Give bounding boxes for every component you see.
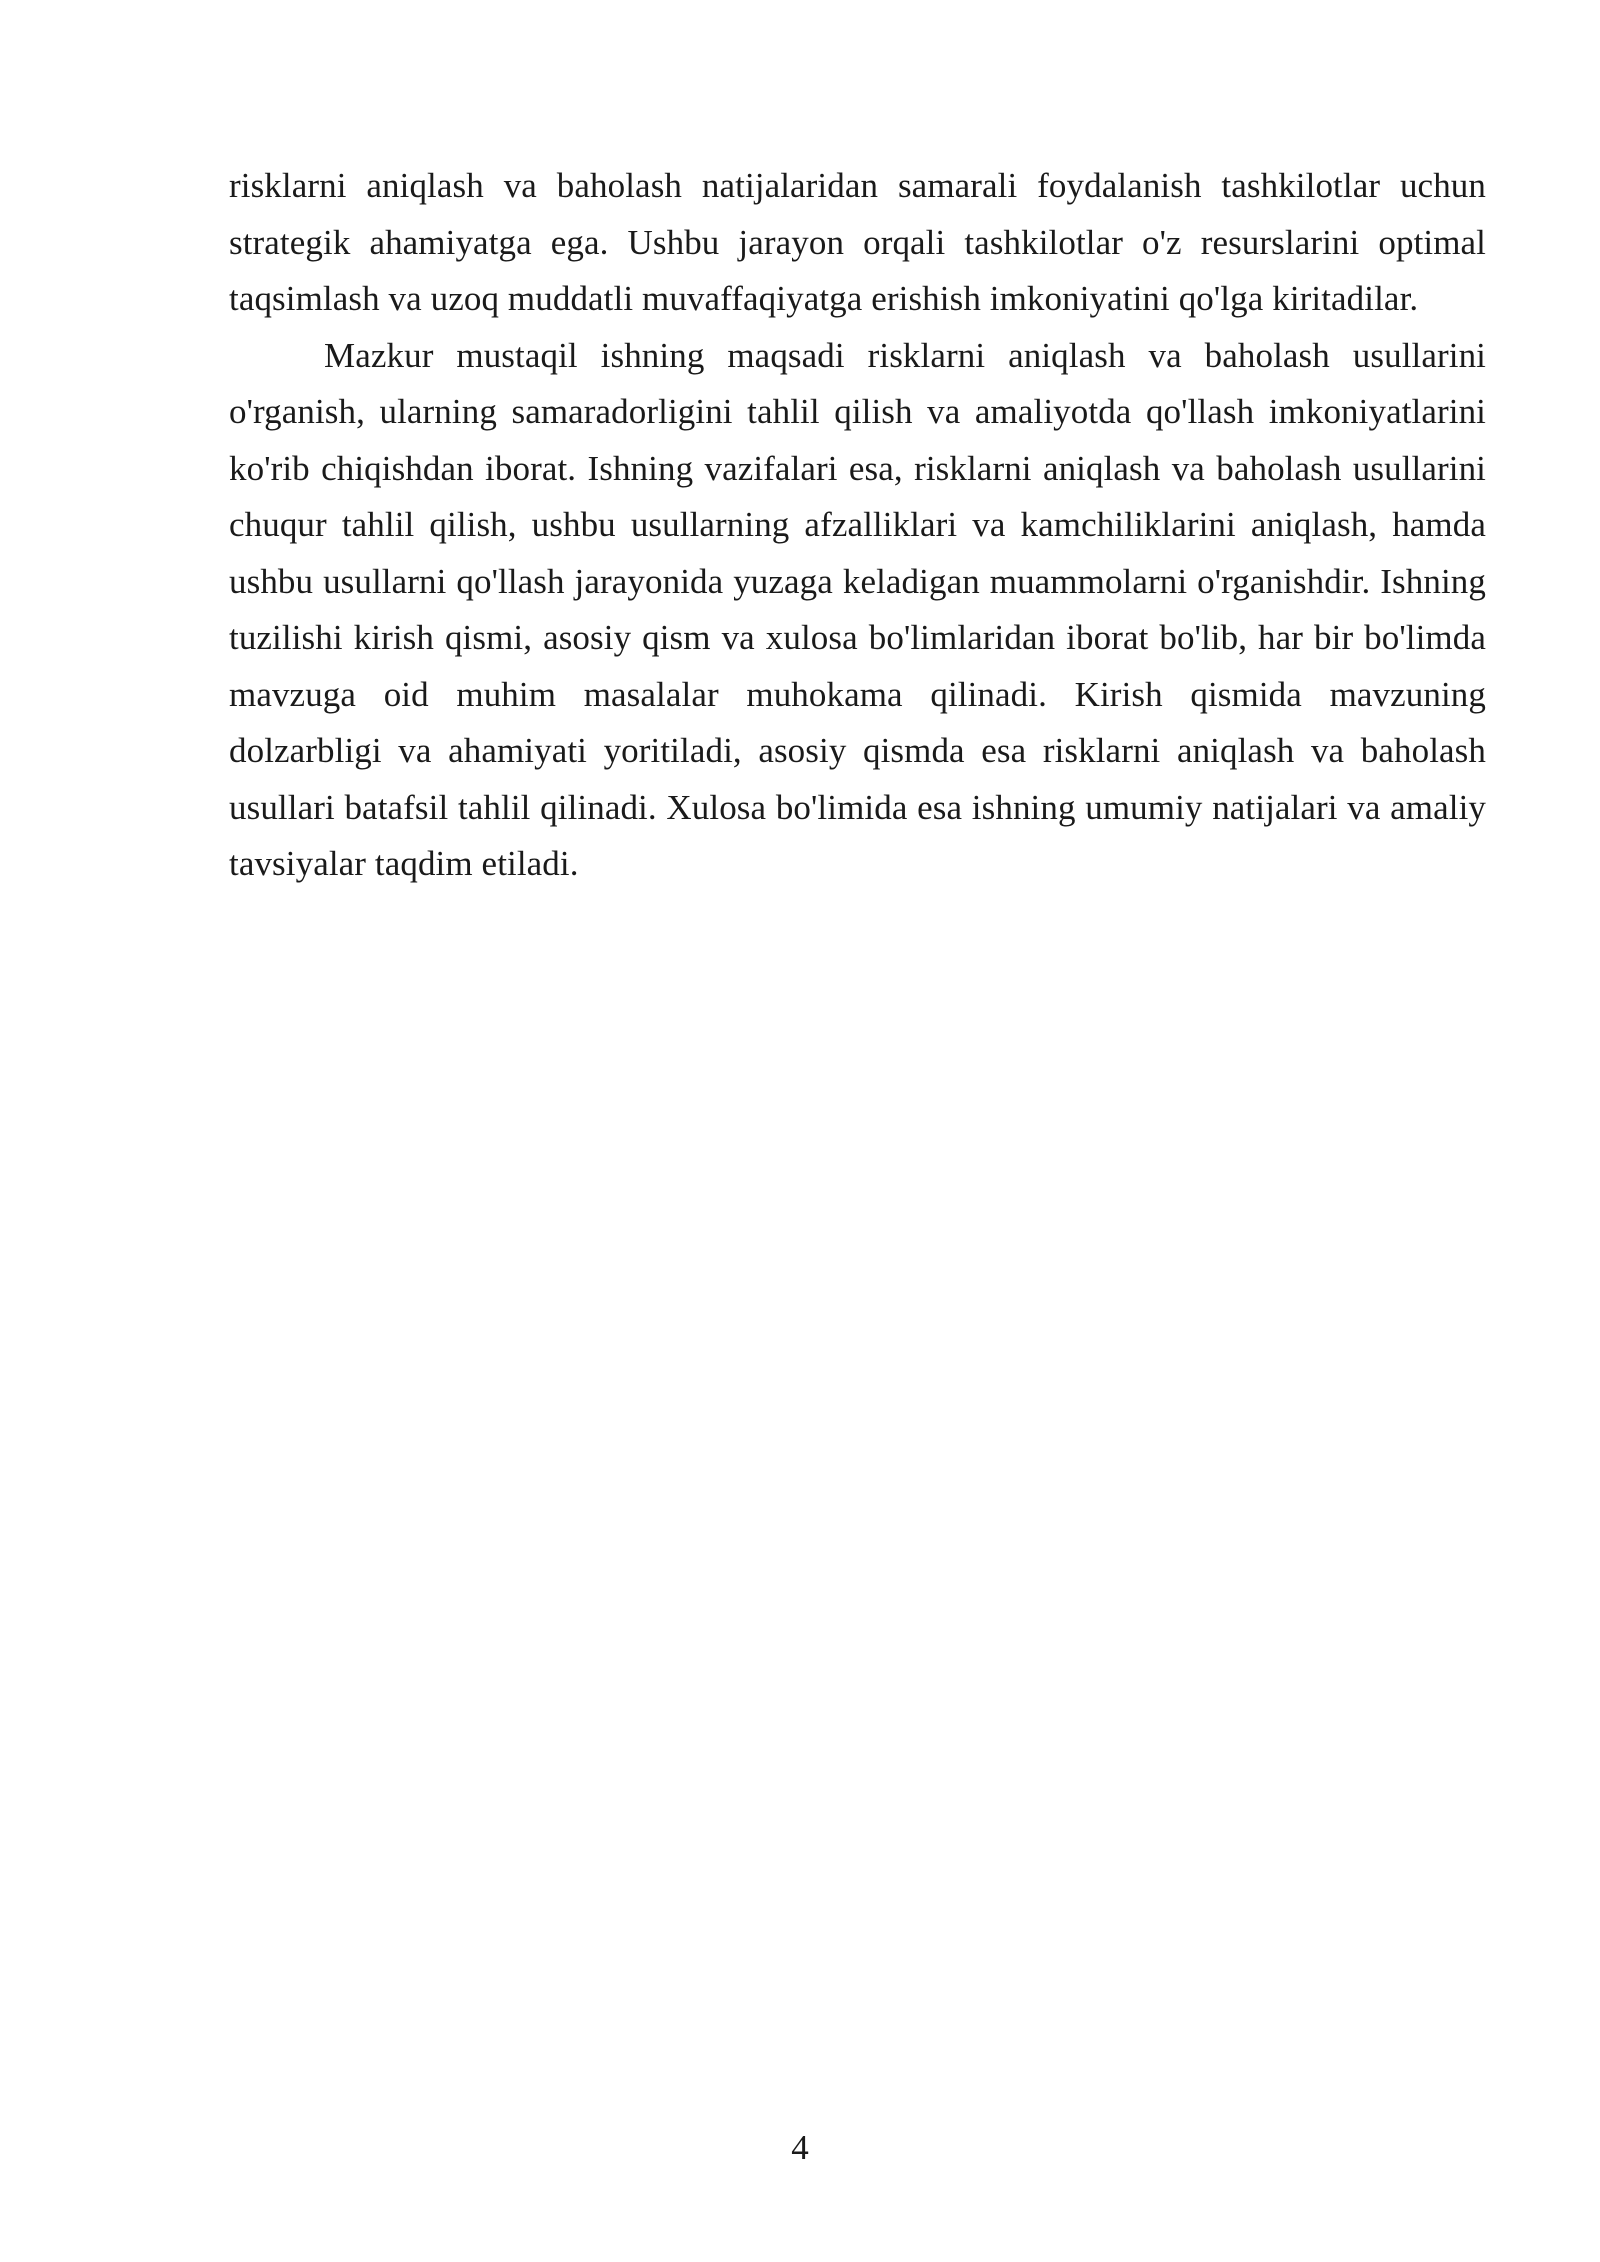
page-number: 4 [791,2128,809,2167]
paragraph-continuation: risklarni aniqlash va baholash natijalaridan samarali foydalanish tashkilotlar uchun strategik ahamiyatga ega. Ushbu jarayon orqali tashkilotlar o'z resurslarini optimal taqsimlash va uzoq muddatli muvaffaqiyatga erishish imkoniyatini qo'lga kiritadilar. [229,166,1486,318]
paragraph-purpose: Mazkur mustaqil ishning maqsadi risklarni aniqlash va baholash usullarini o'rganish, ularning samaradorligini tahlil qilish va amaliyotda qo'llash imkoniyatlarini ko'rib chiqishdan iborat. Ishning vazifalari esa, risklarni aniqlash va baholash usullarini chuqur tahlil qilish, ushbu usullarning afzalliklari va kamchiliklarini aniqlash, hamda ushbu usullarni qo'llash jarayonida yuzaga keladigan muammolarni o'rganishdir. Ishning tuzilishi kirish qismi, asosiy qism va xulosa bo'limlaridan iborat bo'lib, har bir bo'limda mavzuga oid muhim masalalar muhokama qilinadi. Kirish qismida mavzuning dolzarbligi va ahamiyati yoritiladi, asosiy qismda esa risklarni aniqlash va baholash usullari batafsil tahlil qilinadi. Xulosa bo'limida esa ishning umumiy natijalari va amaliy tavsiyalar taqdim etiladi. [229,335,1486,883]
body-text [229,158,1486,893]
